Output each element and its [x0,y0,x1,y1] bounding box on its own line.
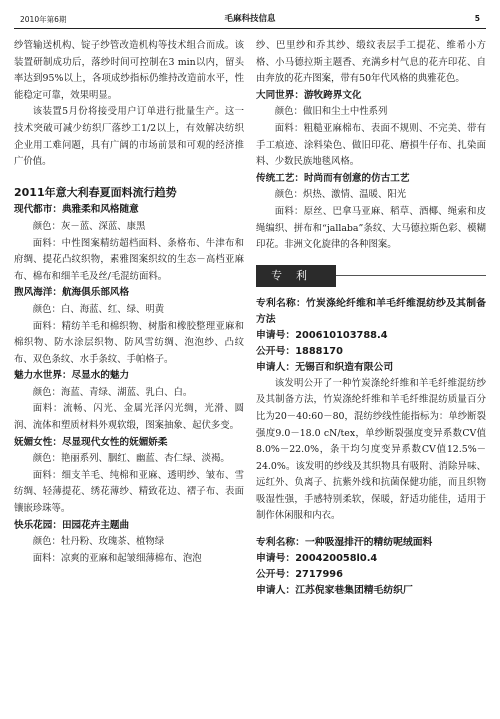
fabric-line: 面料：细支羊毛、纯棉和亚麻、透明纱、皱布、雪纺绸、轻薄提花、绣花薄纱、精致花边、褶子布、表面镶嵌珍珠等。 [14,469,244,515]
section-title: 大同世界：游牧跨界文化 [256,89,362,101]
trend-section [14,435,244,518]
page-header [14,6,486,24]
fabric-line: 面料：中性图案精纺超档面料、条格布、牛津布和府绸、提花凸纹织物，素雅图案织纹的生态－高档亚麻布、棉布和细羊毛及丝/毛混纺面料。 [14,237,244,282]
color-line: 颜色：海蓝、青绿、湖蓝、乳白、白。 [32,386,193,398]
section-title: 魅力水世界：尽显水的魅力 [14,370,130,382]
header-rule [14,28,486,29]
section-title: 煦风海洋：航海俱乐部风格 [14,287,130,299]
journal-title: 毛麻科技信息 [224,14,276,24]
trend-section [14,202,244,285]
patent-applicant: 申请人：无锡百和织造有限公司 [256,361,394,373]
patent-name: 专利名称：竹炭涤纶纤维和羊毛纤维混纺纱及其制备方法 [256,297,486,325]
color-line: 颜色：做旧和尘土中性系列 [274,106,388,118]
page-number: 5 [474,14,480,23]
continued-paragraph: 纱、巴里纱和乔其纱、缎纹表层手工提花、维希小方格、小马德拉斯主题香、充满乡村气息的花卉印花、自由奔放的花卉图案，带有50年代风格的典雅花色。 [256,40,486,85]
article-title: 2011年意大利春夏面料流行趋势 [14,185,177,199]
patent-pub-no: 公开号：1888170 [256,345,343,357]
fabric-line: 面料：原丝、巴拿马亚麻、稻草、酒椰、绳索和皮绳编织、拼布和“jallaba”条纹、大马德拉斯色彩、模糊印花。非洲文化旋律的各种图案。 [256,205,486,251]
color-line: 颜色：炽热、激情、温暖、阳光 [274,189,407,201]
section-title: 妩媚女性：尽显现代女性的妩媚娇柔 [14,436,168,448]
patent-app-no: 申请号：200610103788.4 [256,329,388,341]
patent-abstract: 该发明公开了一种竹炭涤纶纤维和羊毛纤维混纺纱及其制备方法，竹炭涤纶纤维和羊毛纤维混纺质量百分比为20－40:60－80，混纺纱线性能指标为：单纱断裂强度9.0－18.0 cN/tex，单纱断裂强度变异系数CV值8.0%－22.0%，条干均匀度变异系数CV值12.5%－24.0%。该发明的纱线及其织物具有吸附、消除异味、远红外、负离子、抗紫外线和抗菌保健功能，而且织物吸湿性强，手感特别柔软，保暖，舒适功能佳，适用于制作休闲服和内衣。 [256,377,486,522]
banner-label: 专利 [256,265,336,287]
patent-app-no: 申请号：200420058l0.4 [256,553,378,565]
trend-section [256,171,486,254]
trend-section [256,88,486,171]
left-column [14,38,244,567]
patent-entry [256,535,486,599]
intro-paragraph-2: 该装置5月份将接受用户订单进行批量生产。这一技术突破可减少纺织厂落纱工1/2以上，有效解决纺织企业用工难问题，具有广阔的市场前景和可观的经济推广价值。 [14,106,244,168]
patent-applicant: 申请人：江苏倪家巷集团精毛纺织厂 [256,585,413,597]
section-title: 快乐花园：田园花卉主题曲 [14,519,130,531]
trend-section [14,285,244,368]
patent-entry [256,296,486,525]
patent-name: 专利名称：一种吸湿排汗的精纺呢绒面料 [256,537,433,549]
trend-section [14,368,244,434]
color-line: 颜色：艳丽系列、胭红、幽蓝、杏仁绿、淡褐。 [32,453,230,465]
color-line: 颜色：灰－蓝、深蓝、康黑 [32,220,146,232]
fabric-line: 面料：流畅、闪光、金属光泽闪光绸，光滑、圆润、流体和塑质材料外观软缎，图案抽象、起伏多变。 [14,403,244,432]
fabric-line: 面料：粗糙亚麻棉布、表面不规则、不完美、带有手工痕迹、涂料染色、做旧印花、磨損牛仔布、扎染面料、少数民族地毯风格。 [256,122,486,168]
color-line: 颜色：白、海蓝、红、绿、明黄 [32,303,165,315]
fabric-line: 面料：凉爽的亚麻和起皱细薄棉布、泡泡 [32,552,202,564]
section-title: 现代都市：典雅柔和风格随意 [14,204,139,216]
fabric-line: 面料：精纺羊毛和棉织物、树脂和橡胶整理亚麻和棉织物、防水涂层织物、防风雪纺绸、泡泡纱、凸纹布、双色条纹、水手条纹、手帕格子。 [14,320,244,365]
patent-pub-no: 公开号：2717996 [256,569,343,581]
intro-paragraph-1: 纱管输送机构、锭子纱管改造机构等技术组合而成。该装置研制成功后，落纱时间可控制在3 min以内，留头率达到95%以上，各项成纱指标仍维持改造前水平，性能稳定可靠，效果明显。 [14,40,244,101]
section-title: 传统工艺：时尚而有创意的仿古工艺 [256,172,410,184]
issue-number: 2010年第6期 [20,15,67,24]
color-line: 颜色：牡丹粉、玫瑰茶、植物绿 [32,536,165,548]
right-column [256,38,486,599]
patent-banner [256,262,486,290]
trend-section [14,518,244,568]
